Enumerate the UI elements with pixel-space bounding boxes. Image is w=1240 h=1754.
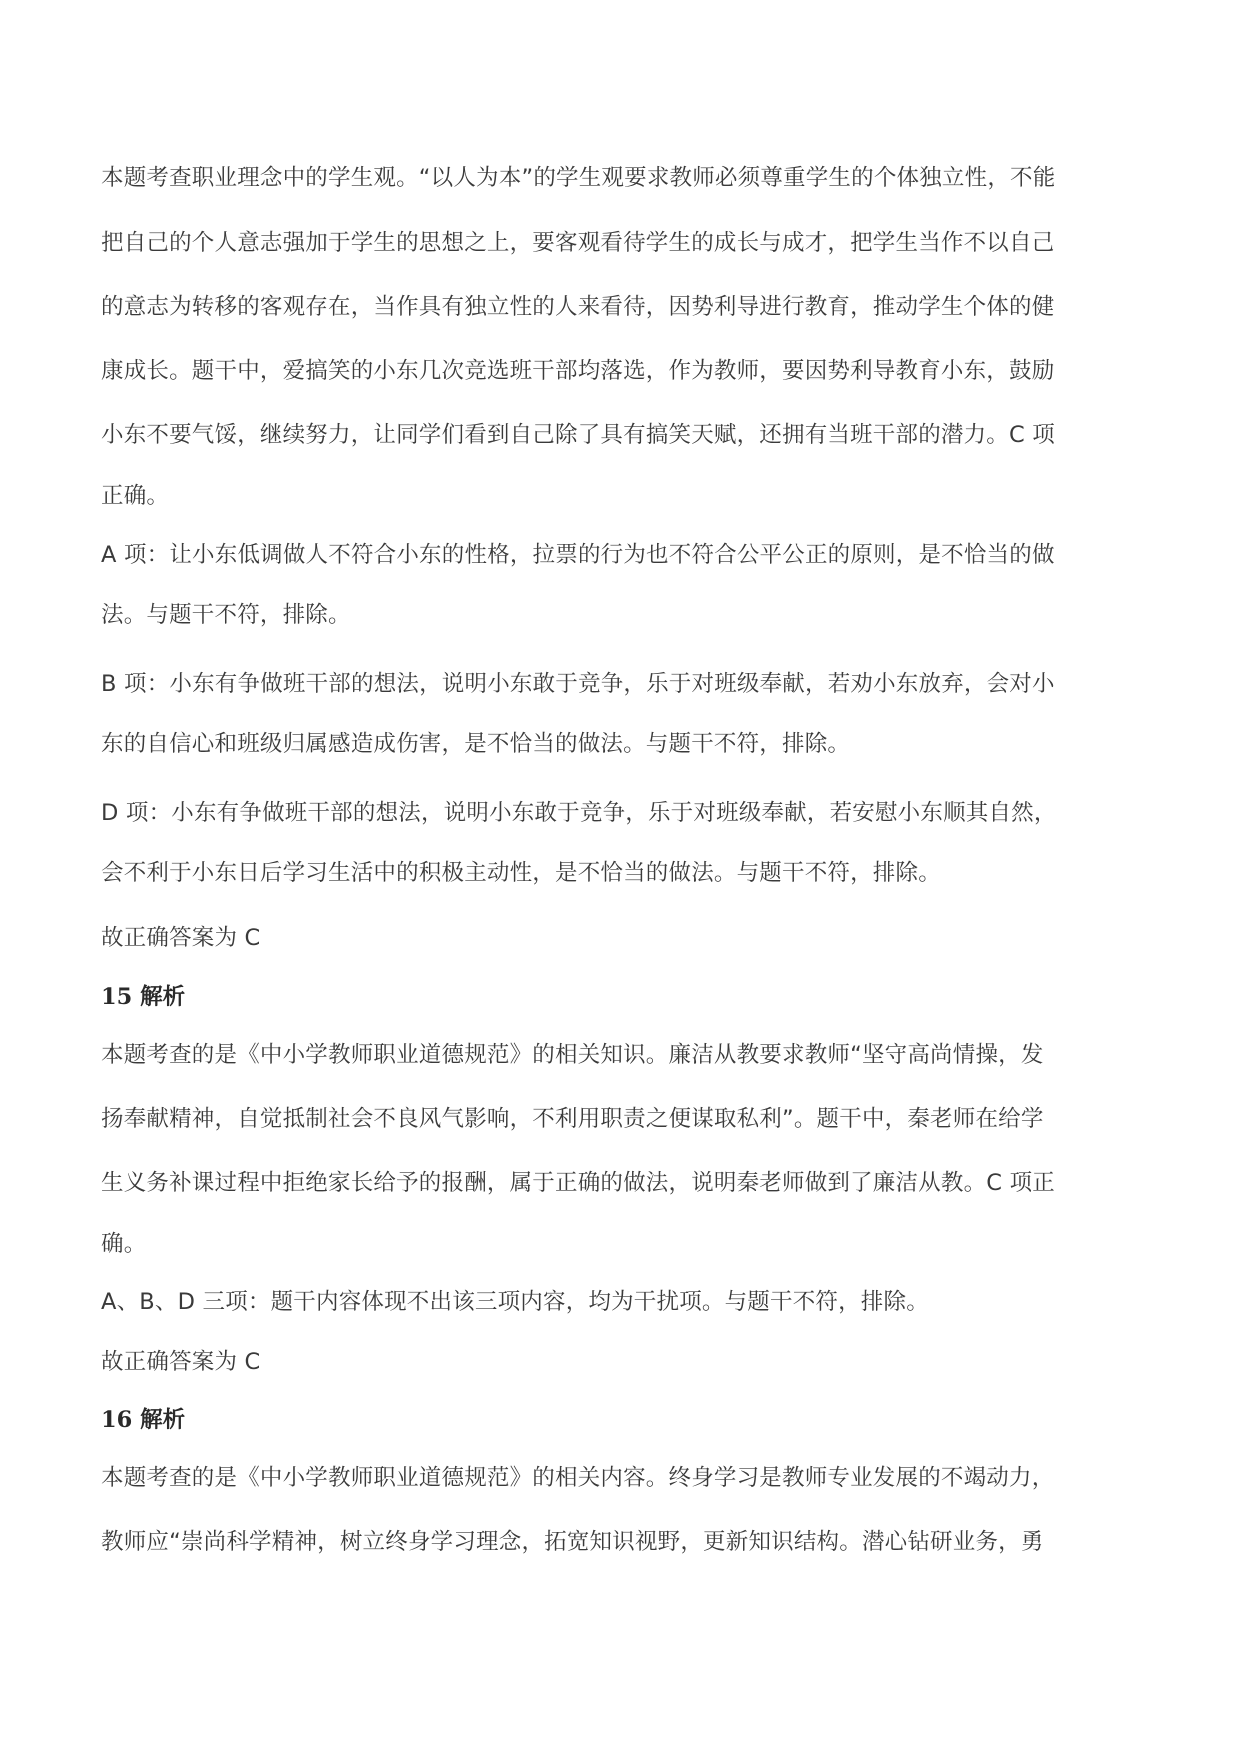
option-a-line: A 项：让小东低调做人不符合小东的性格，拉票的行为也不符合公平公正的原则，是不恰当的做 [101, 542, 1055, 568]
section-heading-16: 16 解析 [101, 1407, 186, 1433]
paragraph-line: 把自己的个人意志强加于学生的思想之上，要客观看待学生的成长与成才，把学生当作不以自己 [101, 230, 1055, 256]
paragraph-line: 教师应“崇尚科学精神，树立终身学习理念，拓宽知识视野，更新知识结构。潜心钻研业务，勇 [101, 1529, 1044, 1555]
option-abd-line: A、B、D 三项：题干内容体现不出该三项内容，均为干扰项。与题干不符，排除。 [101, 1289, 929, 1315]
answer-line: 故正确答案为 C [101, 925, 261, 951]
option-d-line: D 项：小东有争做班干部的想法，说明小东敢于竞争，乐于对班级奉献，若安慰小东顺其自然， [101, 800, 1057, 826]
paragraph-line: 本题考查的是《中小学教师职业道德规范》的相关知识。廉洁从教要求教师“坚守高尚情操，发 [101, 1042, 1044, 1068]
paragraph-line: 康成长。题干中，爱搞笑的小东几次竞选班干部均落选，作为教师，要因势利导教育小东，鼓励 [101, 358, 1055, 384]
paragraph-line: 的意志为转移的客观存在，当作具有独立性的人来看待，因势利导进行教育，推动学生个体的健 [101, 294, 1055, 320]
paragraph-line: 生义务补课过程中拒绝家长给予的报酬，属于正确的做法，说明秦老师做到了廉洁从教。C 项正 [101, 1170, 1055, 1196]
paragraph-line: 本题考查职业理念中的学生观。“以人为本”的学生观要求教师必须尊重学生的个体独立性，不能 [101, 165, 1056, 191]
paragraph-line: 小东不要气馁，继续努力，让同学们看到自己除了具有搞笑天赋，还拥有当班干部的潜力。C 项 [101, 422, 1055, 448]
section-heading-15: 15 解析 [101, 984, 186, 1010]
paragraph-line: 本题考查的是《中小学教师职业道德规范》的相关内容。终身学习是教师专业发展的不竭动力， [101, 1465, 1055, 1491]
option-a-line: 法。与题干不符，排除。 [101, 602, 351, 628]
paragraph-line: 扬奉献精神，自觉抵制社会不良风气影响，不利用职责之便谋取私利”。题干中，秦老师在给学 [101, 1106, 1044, 1132]
option-b-line: 东的自信心和班级归属感造成伤害，是不恰当的做法。与题干不符，排除。 [101, 731, 851, 757]
option-d-line: 会不利于小东日后学习生活中的积极主动性，是不恰当的做法。与题干不符，排除。 [101, 860, 941, 886]
paragraph-line: 正确。 [101, 483, 170, 509]
paragraph-line: 确。 [101, 1231, 147, 1257]
option-b-line: B 项：小东有争做班干部的想法，说明小东敢于竞争，乐于对班级奉献，若劝小东放弃，会对小 [101, 671, 1055, 697]
answer-line: 故正确答案为 C [101, 1349, 261, 1375]
